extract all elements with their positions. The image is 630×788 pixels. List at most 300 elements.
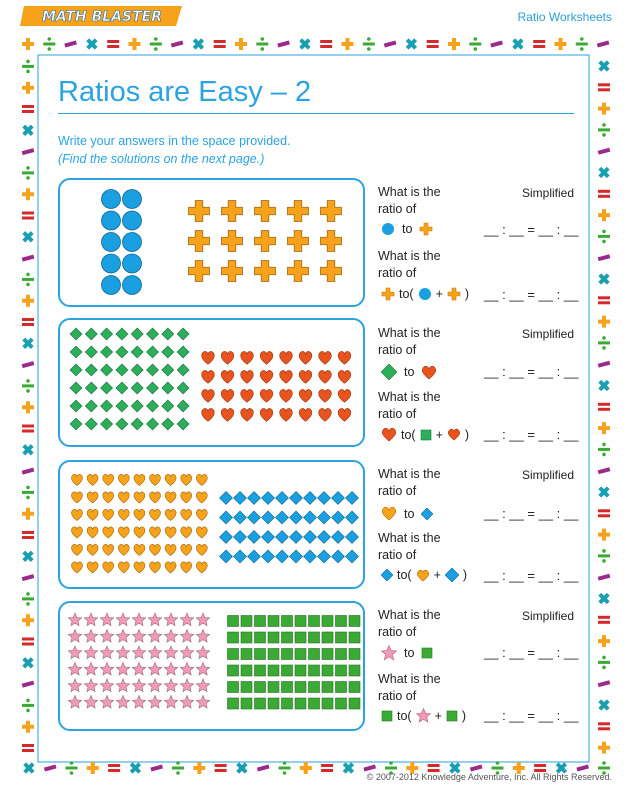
answer-blank[interactable]: __ : __ = __ : __: [484, 506, 579, 521]
square-icon: [421, 647, 433, 659]
panel-3-shapes: [60, 462, 367, 591]
question-text: ratio of: [378, 202, 417, 216]
diamond-icon: [101, 328, 113, 340]
math-symbol-icon: [598, 336, 610, 350]
heart-icon: [149, 492, 160, 503]
square-icon: [228, 649, 239, 660]
answer-blank[interactable]: __ : __ = __ : __: [484, 645, 579, 660]
diamond-icon: [318, 550, 331, 563]
math-symbol-icon: [83, 36, 100, 53]
heart-icon: [280, 351, 293, 364]
heart-icon: [241, 408, 254, 421]
star-icon: [100, 663, 113, 676]
square-icon: [349, 698, 360, 709]
question-8: [378, 671, 441, 705]
heart-icon: [103, 509, 114, 520]
diamond-icon: [445, 568, 459, 582]
star-icon: [84, 630, 97, 643]
star-icon: [148, 679, 161, 692]
diamond-icon: [147, 328, 159, 340]
math-symbol-icon: [598, 422, 610, 434]
diamond-icon: [290, 531, 303, 544]
math-symbol-icon: [363, 37, 375, 51]
square-icon: [322, 632, 333, 643]
math-symbol-icon: [596, 697, 613, 714]
star-icon: [180, 613, 193, 626]
heart-icon: [241, 370, 254, 383]
math-symbol-icon: [20, 228, 37, 245]
diamond-icon: [262, 531, 275, 544]
diamond-icon: [248, 511, 261, 524]
square-icon: [322, 649, 333, 660]
math-symbol-icon: [108, 764, 120, 772]
diamond-icon: [332, 531, 345, 544]
math-symbol-icon: [193, 762, 205, 774]
diamond-icon: [177, 418, 189, 430]
heart-icon: [71, 527, 82, 538]
heart-icon: [71, 562, 82, 573]
diamond-icon: [248, 550, 261, 563]
math-symbol-icon: [20, 760, 37, 777]
diamond-icon: [131, 328, 143, 340]
close-paren: ): [462, 568, 468, 582]
ratio-expression: [381, 222, 433, 236]
math-symbol-icon: [598, 123, 610, 137]
math-symbol-icon: [22, 148, 35, 155]
heart-icon: [103, 492, 114, 503]
math-symbol-icon: [598, 316, 610, 328]
diamond-icon: [85, 400, 97, 412]
ratio-to: to: [402, 222, 413, 236]
diamond-icon: [147, 418, 159, 430]
math-symbol-icon: [22, 379, 34, 393]
question-text: What is the: [378, 672, 441, 686]
circle-icon: [102, 254, 121, 273]
math-symbol-icon: [598, 254, 611, 261]
plus-icon: [381, 287, 395, 301]
star-icon: [148, 630, 161, 643]
ratio-to: to(: [397, 568, 412, 582]
diamond-icon: [147, 382, 159, 394]
ratio-expression: [381, 287, 469, 301]
square-icon: [241, 632, 252, 643]
heart-icon: [221, 351, 234, 364]
square-icon: [336, 698, 347, 709]
star-icon: [381, 645, 397, 661]
circle-icon: [123, 211, 142, 230]
star-icon: [180, 679, 193, 692]
math-symbol-icon: [470, 765, 483, 772]
plus-icon: [321, 261, 342, 282]
plus-icon: [288, 201, 309, 222]
math-symbol-icon: [596, 377, 613, 394]
heart-icon: [319, 408, 332, 421]
question-text: What is the: [378, 608, 441, 622]
diamond-icon: [70, 328, 82, 340]
plus-icon: [321, 201, 342, 222]
square-icon: [349, 632, 360, 643]
star-icon: [132, 663, 145, 676]
square-icon: [336, 616, 347, 627]
heart-icon: [319, 370, 332, 383]
heart-icon: [260, 408, 273, 421]
square-icon: [241, 649, 252, 660]
star-icon: [84, 696, 97, 709]
diamond-icon: [332, 511, 345, 524]
math-symbol-icon: [300, 762, 312, 774]
square-icon: [295, 698, 306, 709]
heart-icon: [118, 492, 129, 503]
math-symbol-icon: [427, 40, 439, 48]
heart-icon: [87, 509, 98, 520]
question-text: ratio of: [378, 689, 417, 703]
heart-icon: [71, 492, 82, 503]
plus-sign: +: [435, 287, 443, 301]
plus-icon: [189, 201, 210, 222]
heart-icon: [338, 408, 351, 421]
diamond-icon: [101, 382, 113, 394]
star-icon: [148, 646, 161, 659]
math-symbol-icon: [22, 592, 34, 606]
diamond-icon: [162, 382, 174, 394]
ratio-to: to(: [399, 287, 414, 301]
square-icon: [336, 632, 347, 643]
diamond-icon: [346, 511, 359, 524]
simplified-label: Simplified: [522, 327, 575, 341]
star-icon: [68, 630, 81, 643]
star-icon: [84, 663, 97, 676]
math-symbol-icon: [87, 762, 99, 774]
math-symbol-icon: [598, 467, 611, 474]
square-icon: [268, 649, 279, 660]
math-symbol-icon: [150, 37, 162, 51]
math-symbol-icon: [22, 318, 34, 326]
math-symbol-icon: [22, 508, 34, 520]
heart-icon: [118, 509, 129, 520]
star-icon: [196, 630, 209, 643]
math-symbol-icon: [598, 680, 611, 687]
diamond-icon: [116, 346, 128, 358]
shape-panel-2: [58, 318, 365, 447]
heart-icon: [87, 474, 98, 485]
square-icon: [295, 632, 306, 643]
star-icon: [68, 696, 81, 709]
star-icon: [164, 646, 177, 659]
star-icon: [148, 613, 161, 626]
question-text: ratio of: [378, 266, 417, 280]
circle-icon: [123, 233, 142, 252]
star-icon: [116, 696, 129, 709]
answer-blank[interactable]: __ : __ = __ : __: [484, 287, 579, 302]
math-symbol-icon: [428, 764, 440, 772]
math-symbol-icon: [171, 41, 184, 48]
diamond-icon: [276, 531, 289, 544]
math-symbol-icon: [256, 37, 268, 51]
math-symbol-icon: [598, 403, 610, 411]
math-symbol-icon: [22, 468, 35, 475]
star-icon: [132, 630, 145, 643]
shape-panel-4: [58, 601, 365, 731]
square-icon: [336, 649, 347, 660]
heart-icon: [447, 428, 461, 441]
heart-icon: [338, 351, 351, 364]
math-symbol-icon: [20, 654, 37, 671]
diamond-icon: [248, 492, 261, 505]
math-symbol-icon: [598, 616, 610, 624]
diamond-icon: [318, 492, 331, 505]
diamond-icon: [304, 511, 317, 524]
diamond-icon: [162, 364, 174, 376]
math-symbol-icon: [509, 36, 526, 53]
diamond-icon: [346, 531, 359, 544]
ratio-to: to: [404, 365, 415, 379]
heart-icon: [280, 370, 293, 383]
math-symbol-icon: [598, 656, 610, 670]
heart-icon: [87, 544, 98, 555]
circle-icon: [102, 211, 121, 230]
ratio-to: to: [404, 646, 415, 660]
math-symbol-icon: [598, 443, 610, 457]
math-symbol-icon: [22, 105, 34, 113]
heart-icon: [165, 474, 176, 485]
question-text: What is the: [378, 390, 441, 404]
plus-icon: [255, 261, 276, 282]
star-icon: [180, 630, 193, 643]
diamond-icon: [116, 418, 128, 430]
heart-icon: [196, 527, 207, 538]
answer-blank[interactable]: __ : __ = __ : __: [484, 568, 579, 583]
math-symbol-icon: [43, 37, 55, 51]
math-symbol-icon: [44, 765, 57, 772]
star-icon: [164, 679, 177, 692]
question-text: ratio of: [378, 343, 417, 357]
star-icon: [148, 696, 161, 709]
heart-icon: [134, 492, 145, 503]
diamond-icon: [220, 550, 233, 563]
math-symbol-icon: [235, 38, 247, 50]
diamond-icon: [262, 550, 275, 563]
answer-blank[interactable]: __ : __ = __ : __: [484, 427, 579, 442]
math-symbol-icon: [22, 401, 34, 413]
math-symbol-icon: [172, 761, 184, 775]
diamond-icon: [85, 364, 97, 376]
heart-icon: [118, 474, 129, 485]
star-icon: [100, 696, 113, 709]
heart-icon: [299, 351, 312, 364]
heart-icon: [118, 562, 129, 573]
math-symbol-icon: [597, 41, 610, 48]
star-icon: [116, 663, 129, 676]
plus-icon: [189, 231, 210, 252]
square-icon: [282, 649, 293, 660]
square-icon: [268, 682, 279, 693]
plus-icon: [222, 231, 243, 252]
heart-icon: [149, 509, 160, 520]
math-symbol-icon: [64, 41, 77, 48]
diamond-icon: [162, 346, 174, 358]
square-icon: [282, 616, 293, 627]
question-text: What is the: [378, 326, 441, 340]
close-paren: ): [464, 287, 470, 301]
star-icon: [132, 613, 145, 626]
math-symbol-icon: [22, 638, 34, 646]
diamond-icon: [220, 511, 233, 524]
math-symbol-icon: [598, 230, 610, 244]
heart-icon: [299, 389, 312, 402]
math-symbol-icon: [598, 103, 610, 115]
math-symbol-icon: [22, 38, 34, 50]
diamond-icon: [131, 400, 143, 412]
diamond-icon: [248, 531, 261, 544]
heart-icon: [260, 389, 273, 402]
square-icon: [268, 616, 279, 627]
answer-blank[interactable]: __ : __ = __ : __: [484, 364, 579, 379]
math-symbol-icon: [448, 38, 460, 50]
heart-icon: [280, 389, 293, 402]
math-symbol-icon: [20, 122, 37, 139]
section-title: Ratio Worksheets: [517, 10, 612, 24]
heart-icon: [149, 562, 160, 573]
diamond-icon: [290, 511, 303, 524]
diamond-icon: [85, 382, 97, 394]
diamond-icon: [147, 364, 159, 376]
heart-icon: [118, 544, 129, 555]
instruction-line: Write your answers in the space provided.: [58, 134, 291, 148]
heart-icon: [299, 370, 312, 383]
heart-icon: [165, 492, 176, 503]
heart-icon: [280, 408, 293, 421]
star-icon: [100, 613, 113, 626]
square-icon: [241, 698, 252, 709]
star-icon: [84, 646, 97, 659]
star-icon: [196, 696, 209, 709]
star-icon: [116, 630, 129, 643]
heart-icon: [181, 544, 192, 555]
question-text: ratio of: [378, 625, 417, 639]
square-icon: [322, 698, 333, 709]
star-icon: [132, 696, 145, 709]
diamond-icon: [70, 382, 82, 394]
math-symbol-icon: [598, 549, 610, 563]
heart-icon: [149, 474, 160, 485]
math-symbol-icon: [214, 40, 226, 48]
instructions: [58, 132, 291, 168]
math-symbol-icon: [596, 271, 613, 288]
diamond-icon: [304, 492, 317, 505]
plus-icon: [288, 231, 309, 252]
math-symbol-icon: [20, 441, 37, 458]
diamond-icon: [177, 346, 189, 358]
math-symbol-icon: [129, 38, 141, 50]
math-symbol-icon: [598, 83, 610, 91]
math-symbol-icon: [321, 764, 333, 772]
square-icon: [268, 665, 279, 676]
math-symbol-icon: [403, 36, 420, 53]
heart-icon: [134, 474, 145, 485]
heart-icon: [260, 351, 273, 364]
answer-blank[interactable]: __ : __ = __ : __: [484, 222, 579, 237]
square-icon: [268, 698, 279, 709]
diamond-icon: [234, 531, 247, 544]
diamond-icon: [70, 400, 82, 412]
math-symbol-icon: [22, 273, 34, 287]
ratio-expression: [381, 427, 469, 442]
diamond-icon: [262, 511, 275, 524]
square-icon: [255, 698, 266, 709]
panel-2-shapes: [60, 320, 367, 449]
diamond-icon: [234, 550, 247, 563]
diamond-icon: [162, 328, 174, 340]
heart-icon: [103, 474, 114, 485]
square-icon: [255, 632, 266, 643]
heart-icon: [181, 509, 192, 520]
diamond-icon: [116, 364, 128, 376]
heart-icon: [196, 492, 207, 503]
plus-sign: +: [433, 568, 441, 582]
math-symbol-icon: [598, 361, 611, 368]
square-icon: [255, 616, 266, 627]
heart-icon: [202, 389, 215, 402]
square-icon: [228, 616, 239, 627]
question-3: [378, 325, 441, 359]
diamond-icon: [70, 346, 82, 358]
math-symbol-icon: [22, 425, 34, 433]
diamond-icon: [177, 328, 189, 340]
heart-icon: [71, 544, 82, 555]
diamond-icon: [70, 418, 82, 430]
svg-text:MATH BLASTER: MATH BLASTER: [42, 9, 162, 25]
diamond-icon: [85, 328, 97, 340]
diamond-icon: [220, 531, 233, 544]
star-icon: [180, 696, 193, 709]
answer-blank[interactable]: __ : __ = __ : __: [484, 708, 579, 723]
star-icon: [100, 679, 113, 692]
math-symbol-icon: [215, 764, 227, 772]
star-icon: [180, 646, 193, 659]
square-icon: [268, 632, 279, 643]
heart-icon: [338, 389, 351, 402]
heart-icon: [221, 389, 234, 402]
heart-icon: [103, 544, 114, 555]
square-icon: [309, 698, 320, 709]
heart-icon: [196, 544, 207, 555]
diamond-icon: [116, 382, 128, 394]
diamond-icon: [290, 492, 303, 505]
circle-icon: [123, 254, 142, 273]
square-icon: [381, 710, 393, 722]
question-text: What is the: [378, 249, 441, 263]
ratio-expression: [381, 645, 433, 661]
diamond-icon: [304, 531, 317, 544]
ratio-expression: [381, 506, 433, 521]
close-paren: ): [464, 427, 470, 442]
question-text: ratio of: [378, 548, 417, 562]
heart-icon: [421, 365, 437, 380]
diamond-icon: [131, 346, 143, 358]
diamond-icon: [332, 550, 345, 563]
heart-icon: [87, 527, 98, 538]
math-symbol-icon: [490, 41, 503, 48]
math-symbol-icon: [598, 742, 610, 754]
math-symbol-icon: [22, 574, 35, 581]
star-icon: [132, 679, 145, 692]
diamond-icon: [381, 569, 393, 581]
star-icon: [196, 646, 209, 659]
heart-icon: [71, 474, 82, 485]
math-symbol-icon: [598, 296, 610, 304]
shape-panel-3: [58, 460, 365, 589]
math-symbol-icon: [22, 166, 34, 180]
